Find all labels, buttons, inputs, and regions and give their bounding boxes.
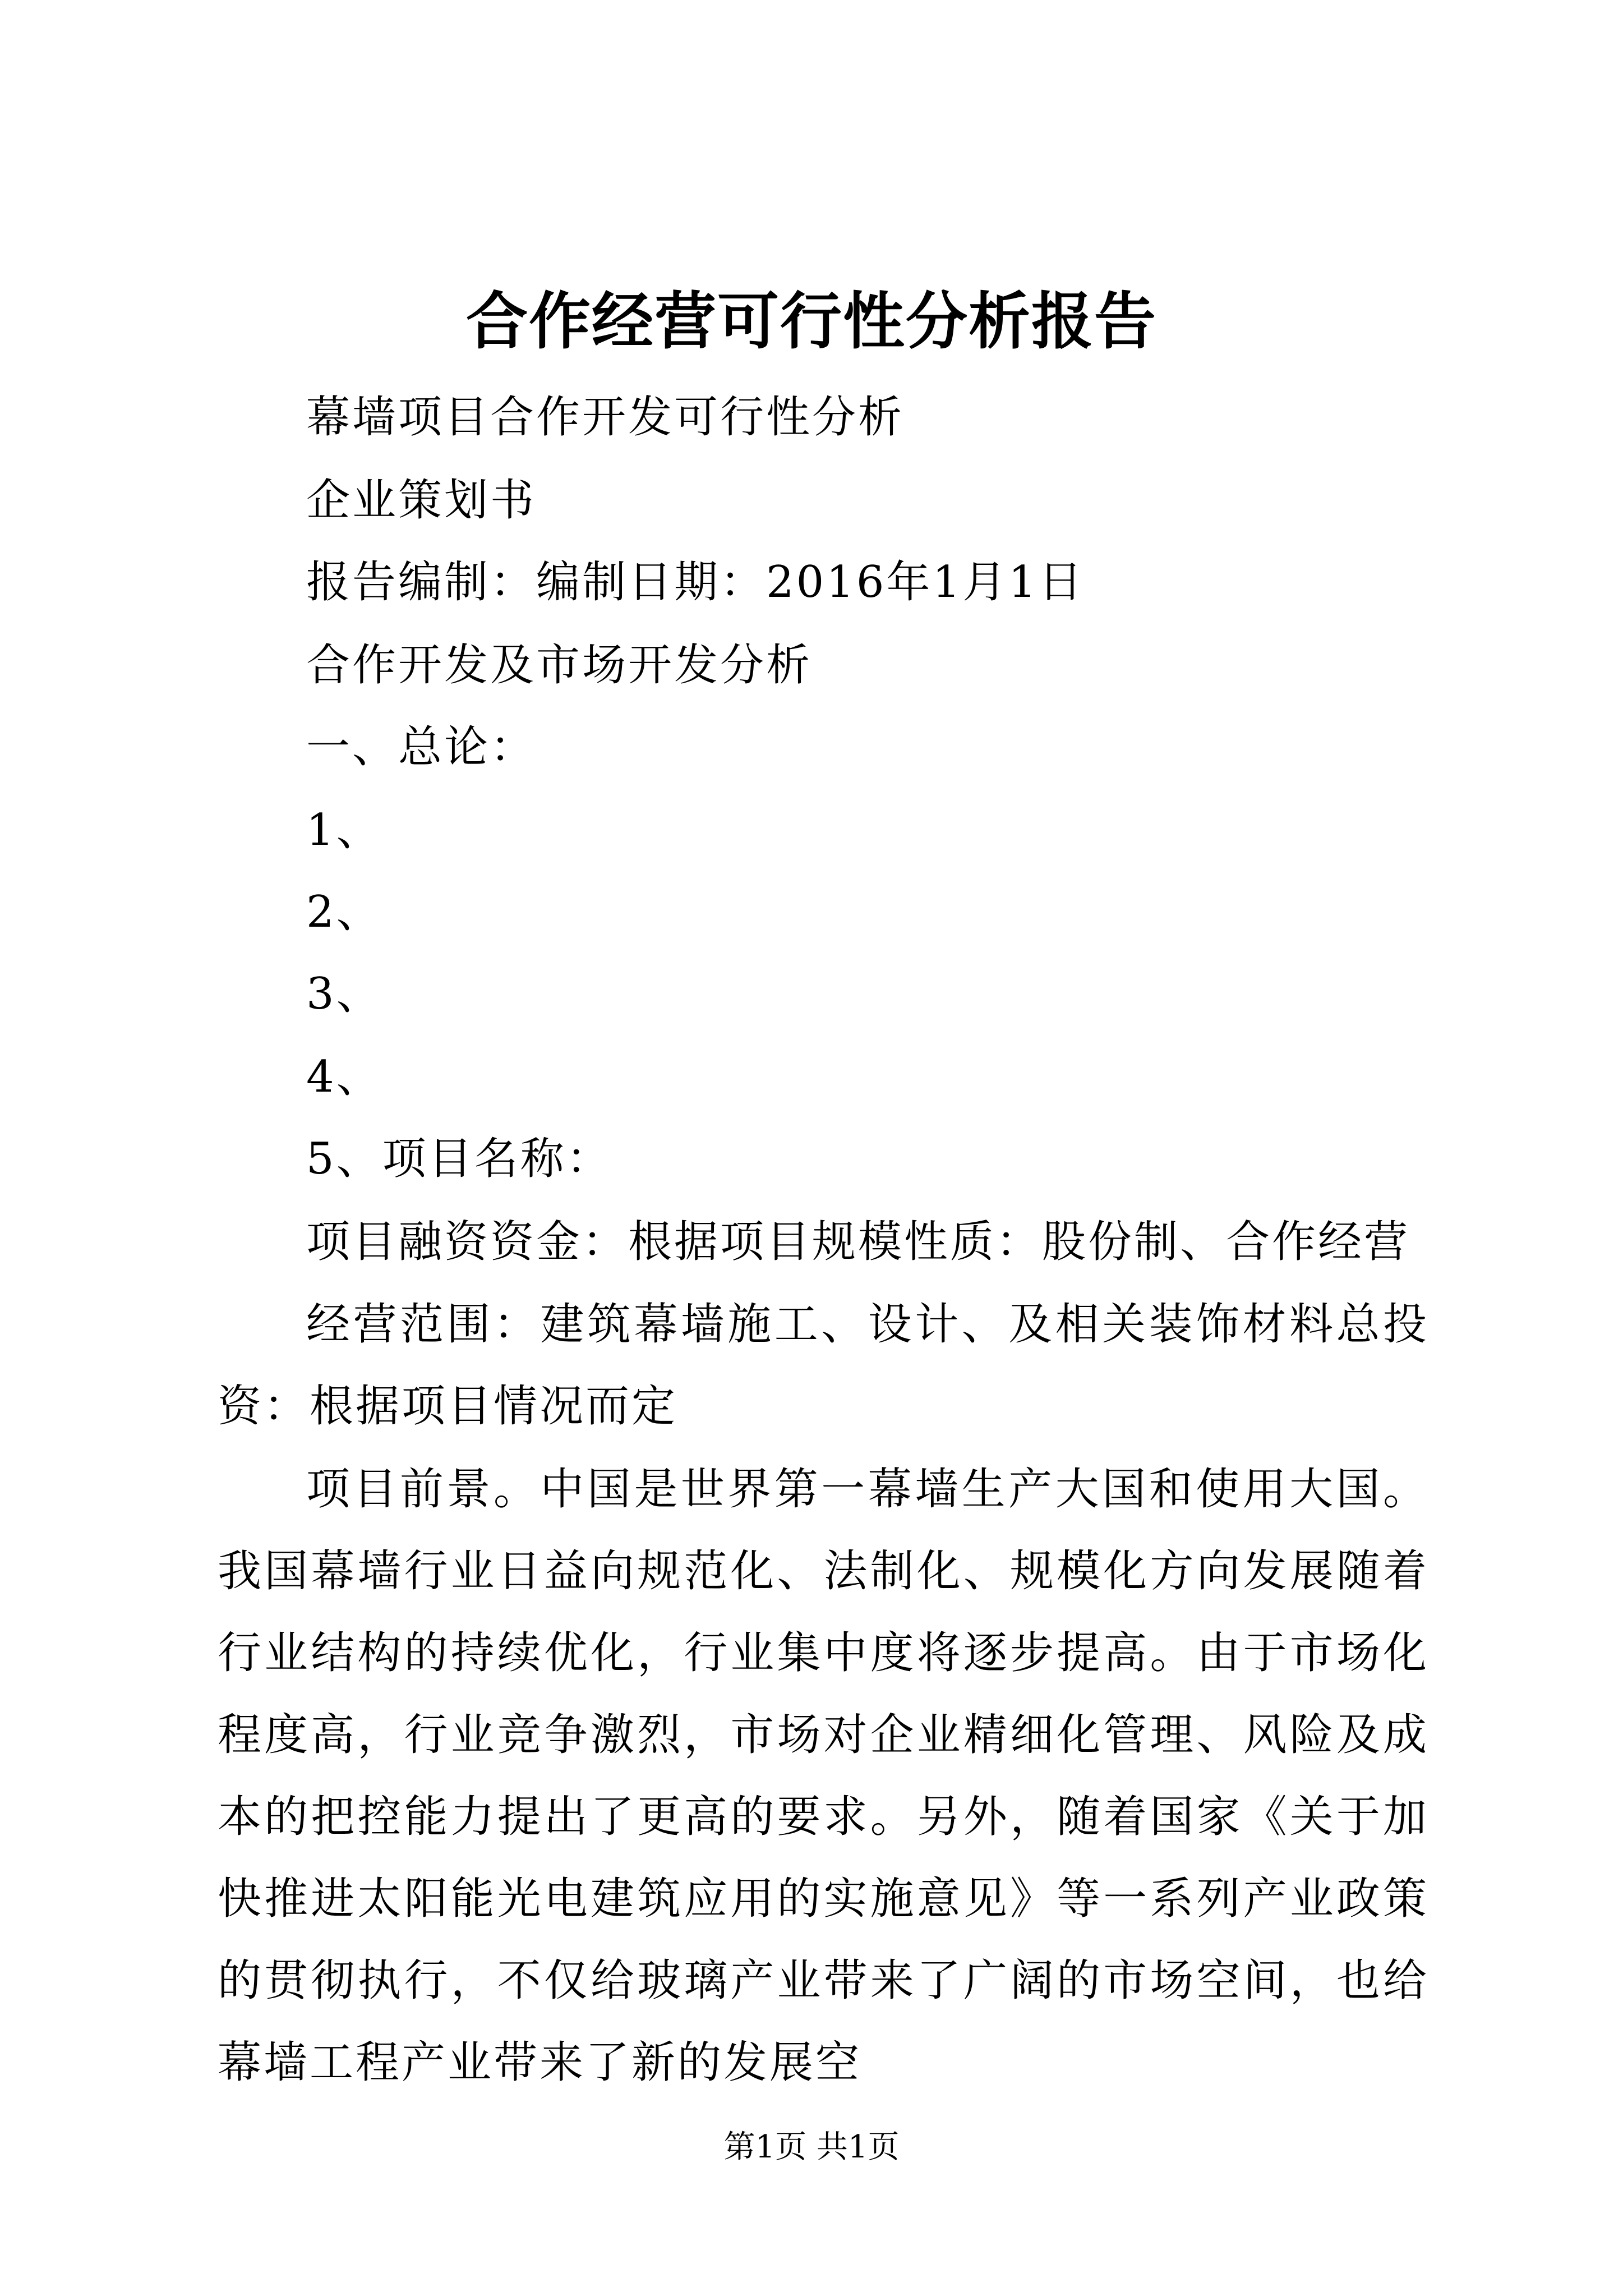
line-business-plan: 企业策划书	[306, 475, 537, 526]
line-market-analysis: 合作开发及市场开发分析	[306, 640, 813, 691]
line-financing: 项目融资资金：根据项目规模性质：股份制、合作经营	[306, 1217, 1410, 1267]
line-item-4: 4、	[306, 1052, 382, 1102]
line-item-2: 2、	[306, 887, 382, 937]
line-project-analysis: 幕墙项目合作开发可行性分析	[306, 392, 905, 443]
line-section-general: 一、总论：	[306, 722, 537, 772]
line-item-1: 1、	[306, 805, 382, 855]
page-footer: 第1页 共1页	[723, 2129, 900, 2165]
paragraph-project-outlook: 项目前景。中国是世界第一幕墙生产大国和使用大国。我国幕墙行业日益向规范化、法制化、规模化方向发展随着行业结构的持续优化，行业集中度将逐步提高。由于市场化程度高，行业竞争激烈，市场对企业精细化管理、风险及成本的把控能力提出了更高的要求。另外，随着国家《关于加快推进太阳能光电建筑应用的实施意见》等一系列产业政策的贯彻执行，不仅给玻璃产业带来了广阔的市场空间，也给幕墙工程产业带来了新的发展空	[218, 1464, 1429, 2088]
line-item-3: 3、	[306, 969, 382, 1019]
line-item-5-project-name: 5、项目名称：	[306, 1134, 612, 1184]
line-report-date: 报告编制：编制日期：2016年1月1日	[306, 557, 1085, 608]
document-title: 合作经营可行性分析报告	[466, 285, 1157, 357]
paragraph-business-scope: 经营范围：建筑幕墙施工、设计、及相关装饰材料总投资：根据项目情况而定	[218, 1299, 1429, 1432]
